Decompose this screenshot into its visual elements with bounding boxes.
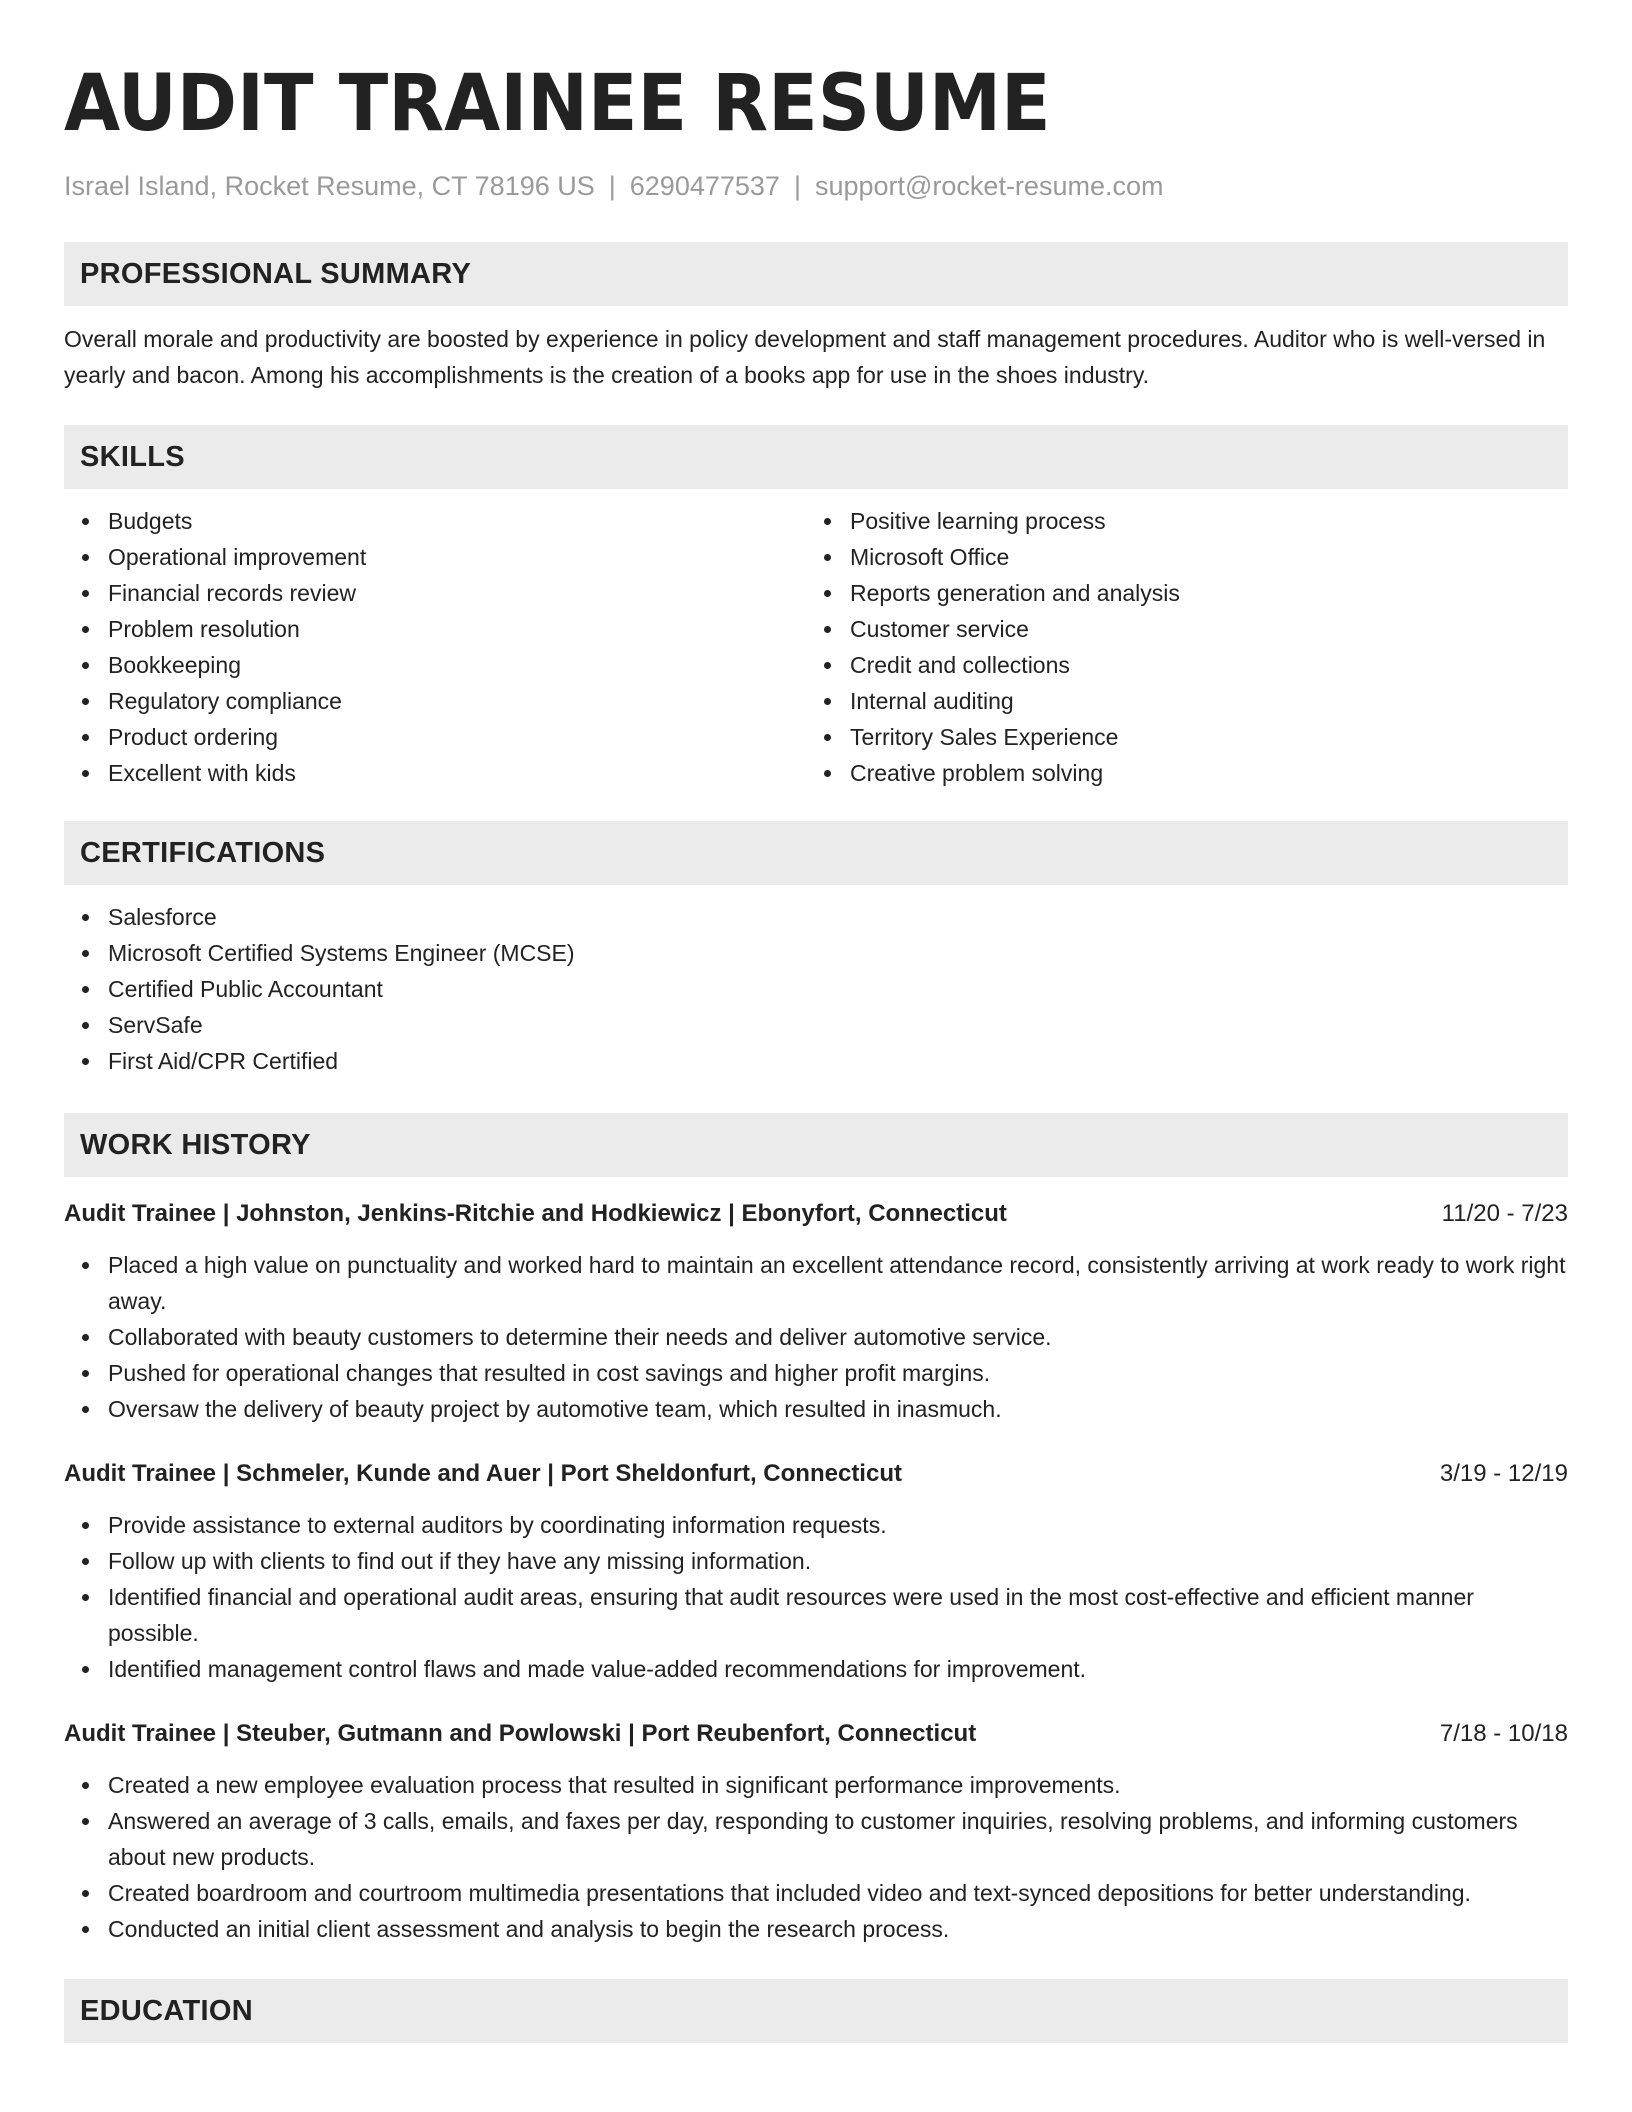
job-bullet: Follow up with clients to find out if they have any missing information. [108,1543,1568,1579]
job-bullet: Identified management control flaws and made value-added recommendations for improvement. [108,1651,1568,1687]
job-bullet-list [64,1247,1568,1427]
certifications-list [64,899,1568,1079]
job-header [64,1717,1568,1751]
section-header-education: EDUCATION [64,1979,1568,2043]
job-heading: Audit Trainee | Johnston, Jenkins-Ritchie and Hodkiewicz | Ebonyfort, Connecticut [64,1200,1007,1227]
contact-line [64,168,1568,204]
skill-item: Reports generation and analysis [850,575,1548,611]
skill-item: Bookkeeping [108,647,806,683]
skill-item: Microsoft Office [850,539,1548,575]
contact-separator: | [793,171,801,201]
job-header [64,1197,1568,1231]
certification-item: ServSafe [108,1007,1568,1043]
job-bullet-list [64,1767,1568,1947]
skill-item: Territory Sales Experience [850,719,1548,755]
education-section [64,1979,1568,2043]
job-dates: 7/18 - 10/18 [1439,1720,1568,1747]
contact-email[interactable]: support@rocket-resume.com [814,171,1164,201]
skill-item: Problem resolution [108,611,806,647]
job-heading: Audit Trainee | Steuber, Gutmann and Powlowski | Port Reubenfort, Connecticut [64,1720,977,1747]
job-dates: 3/19 - 12/19 [1439,1460,1568,1487]
job-bullet: Identified financial and operational audit areas, ensuring that audit resources were used in the most cost-effective and efficient manner possible. [108,1579,1568,1651]
certifications-section [64,821,1568,1079]
section-header-work-history: WORK HISTORY [64,1113,1568,1177]
job-entry [64,1717,1568,1947]
skill-item: Positive learning process [850,503,1548,539]
job-bullet: Pushed for operational changes that resulted in cost savings and higher profit margins. [108,1355,1568,1391]
skills-grid [64,503,1568,791]
job-bullet: Answered an average of 3 calls, emails, and faxes per day, responding to customer inquiries, resolving problems, and informing customers about new products. [108,1803,1568,1875]
skills-section [64,425,1568,791]
skill-item: Excellent with kids [108,755,806,791]
skill-item: Internal auditing [850,683,1548,719]
contact-phone: 6290477537 [629,171,780,201]
job-bullet: Conducted an initial client assessment and analysis to begin the research process. [108,1911,1568,1947]
section-header-skills: SKILLS [64,425,1568,489]
job-bullet-list [64,1507,1568,1687]
skills-column-right [806,503,1548,791]
job-bullet: Created boardroom and courtroom multimedia presentations that included video and text-synced depositions for better understanding. [108,1875,1568,1911]
skill-item: Creative problem solving [850,755,1548,791]
skill-item: Budgets [108,503,806,539]
skill-item: Financial records review [108,575,806,611]
skill-item: Product ordering [108,719,806,755]
work-history-section [64,1113,1568,1947]
job-bullet: Oversaw the delivery of beauty project by automotive team, which resulted in inasmuch. [108,1391,1568,1427]
skills-column-left [64,503,806,791]
contact-separator: | [608,171,616,201]
job-bullet: Collaborated with beauty customers to determine their needs and deliver automotive service. [108,1319,1568,1355]
job-heading: Audit Trainee | Schmeler, Kunde and Auer | Port Sheldonfurt, Connecticut [64,1460,902,1487]
summary-text: Overall morale and productivity are boosted by experience in policy development and staff management procedures. Auditor who is well-versed in yearly and bacon. Among his accomplishments is the creation of a books app for use in the shoes industry. [64,326,1546,388]
section-header-certifications: CERTIFICATIONS [64,821,1568,885]
job-entry [64,1457,1568,1687]
job-bullet: Placed a high value on punctuality and worked hard to maintain an excellent attendance record, consistently arriving at work ready to work right away. [108,1247,1568,1319]
certification-item: Salesforce [108,899,1568,935]
job-header [64,1457,1568,1491]
certification-item: Certified Public Accountant [108,971,1568,1007]
contact-address: Israel Island, Rocket Resume, CT 78196 US [64,171,595,201]
job-bullet: Created a new employee evaluation process that resulted in significant performance improvements. [108,1767,1568,1803]
resume-title: AUDIT TRAINEE RESUME [64,59,1051,149]
job-bullet: Provide assistance to external auditors by coordinating information requests. [108,1507,1568,1543]
certification-item: First Aid/CPR Certified [108,1043,1568,1079]
skill-item: Credit and collections [850,647,1548,683]
job-dates: 11/20 - 7/23 [1441,1200,1568,1227]
summary-section [64,242,1568,393]
certification-item: Microsoft Certified Systems Engineer (MCSE) [108,935,1568,971]
skill-item: Regulatory compliance [108,683,806,719]
section-header-summary: PROFESSIONAL SUMMARY [64,242,1568,306]
job-entry [64,1197,1568,1427]
skill-item: Customer service [850,611,1548,647]
skill-item: Operational improvement [108,539,806,575]
